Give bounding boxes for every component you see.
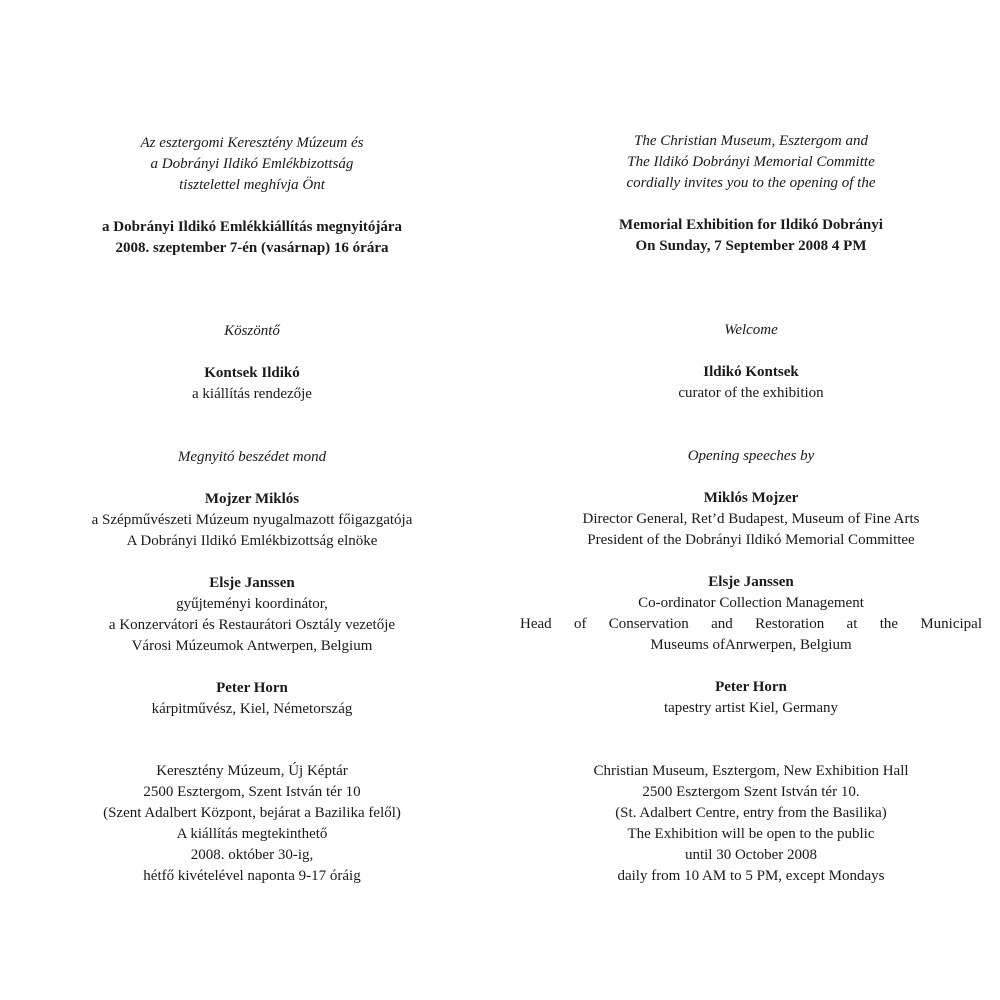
en-intro-line: The Christian Museum, Esztergom and [633, 133, 869, 149]
en-welcome-heading: Welcome [724, 322, 778, 338]
hu-intro-line: Az esztergomi Keresztény Múzeum és [140, 135, 364, 151]
hu-speaker [26, 573, 478, 657]
hu-speaker-role: a Konzervátori és Restaurátori Osztály vezetője [108, 617, 396, 633]
en-speaker-role: Head of Conservation and Restoration at the Municipal [520, 616, 982, 632]
en-venue-line: Christian Museum, Esztergom, New Exhibition Hall [593, 763, 909, 779]
en-speaker [520, 572, 982, 656]
hu-venue-line: (Szent Adalbert Központ, bejárat a Bazilika felől) [103, 805, 401, 821]
en-speaker-name: Miklós Mojzer [703, 490, 799, 506]
hu-intro-line: tisztelettel meghívja Önt [179, 177, 325, 193]
hu-speaker-role: Városi Múzeumok Antwerpen, Belgium [131, 638, 373, 654]
en-speaker-role: Director General, Ret’d Budapest, Museum of Fine Arts [582, 511, 920, 527]
hu-venue-line: 2500 Esztergom, Szent István tér 10 [143, 784, 361, 800]
hu-event-title: a Dobrányi Ildikó Emlékkiállítás megnyitójára [101, 219, 403, 235]
en-speaker-role: Co-ordinator Collection Management [638, 595, 864, 611]
en-event-title: Memorial Exhibition for Ildikó Dobrányi [619, 217, 883, 233]
hu-venue-line: A kiállítás megtekinthető [176, 826, 328, 842]
en-event-date: On Sunday, 7 September 2008 4 PM [635, 238, 867, 254]
en-venue-line: until 30 October 2008 [684, 847, 818, 863]
en-speaker [520, 488, 982, 551]
en-speaker-role: President of the Dobrányi Ildikó Memorial Committee [587, 532, 915, 548]
en-welcome-name: Ildikó Kontsek [703, 364, 799, 380]
hu-welcome-heading: Köszöntő [224, 323, 280, 339]
en-speaker-role: tapestry artist Kiel, Germany [663, 700, 839, 716]
hu-speaker-role: gyűjteményi koordinátor, [176, 596, 328, 612]
hu-event-date: 2008. szeptember 7-én (vasárnap) 16 órára [115, 240, 389, 256]
en-intro-line: cordially invites you to the opening of the [626, 175, 876, 191]
hu-speaker-role: a Szépművészeti Múzeum nyugalmazott főigazgatója [91, 512, 413, 528]
en-venue-line: daily from 10 AM to 5 PM, except Mondays [617, 868, 885, 884]
en-speaker-role: Museums ofAnrwerpen, Belgium [650, 637, 852, 653]
hu-venue [26, 761, 478, 887]
en-speaker [520, 677, 982, 719]
en-speaker-name: Elsje Janssen [708, 574, 794, 590]
en-speaker-name: Peter Horn [715, 679, 787, 695]
en-venue-line: 2500 Esztergom Szent István tér 10. [642, 784, 860, 800]
en-speeches-heading: Opening speeches by [687, 448, 815, 464]
hu-speaker [26, 678, 478, 720]
en-welcome-role: curator of the exhibition [678, 385, 824, 401]
hu-venue-line: 2008. október 30-ig, [190, 847, 314, 863]
hu-welcome-role: a kiállítás rendezője [192, 386, 312, 402]
hu-intro [26, 133, 478, 196]
hu-speaker-name: Peter Horn [216, 680, 288, 696]
hu-venue-line: hétfő kivételével naponta 9-17 óráig [143, 868, 361, 884]
en-intro [520, 131, 982, 194]
hu-speeches-heading: Megnyitó beszédet mond [177, 449, 327, 465]
hu-speaker [26, 489, 478, 552]
en-venue-line: (St. Adalbert Centre, entry from the Basilika) [615, 805, 887, 821]
hu-welcome-name: Kontsek Ildikó [204, 365, 300, 381]
hu-venue-line: Keresztény Múzeum, Új Képtár [156, 763, 348, 779]
en-event [520, 215, 982, 257]
en-venue [520, 761, 982, 887]
en-venue-line: The Exhibition will be open to the public [627, 826, 875, 842]
hu-event [26, 217, 478, 259]
hu-speaker-name: Elsje Janssen [209, 575, 295, 591]
en-intro-line: The Ildikó Dobrányi Memorial Committe [627, 154, 875, 170]
hu-speaker-role: kárpitművész, Kiel, Németország [151, 701, 353, 717]
english-column [500, 0, 1000, 1000]
hu-speaker-name: Mojzer Miklós [204, 491, 300, 507]
hu-speaker-role: A Dobrányi Ildikó Emlékbizottság elnöke [126, 533, 378, 549]
hu-intro-line: a Dobrányi Ildikó Emlékbizottság [150, 156, 354, 172]
